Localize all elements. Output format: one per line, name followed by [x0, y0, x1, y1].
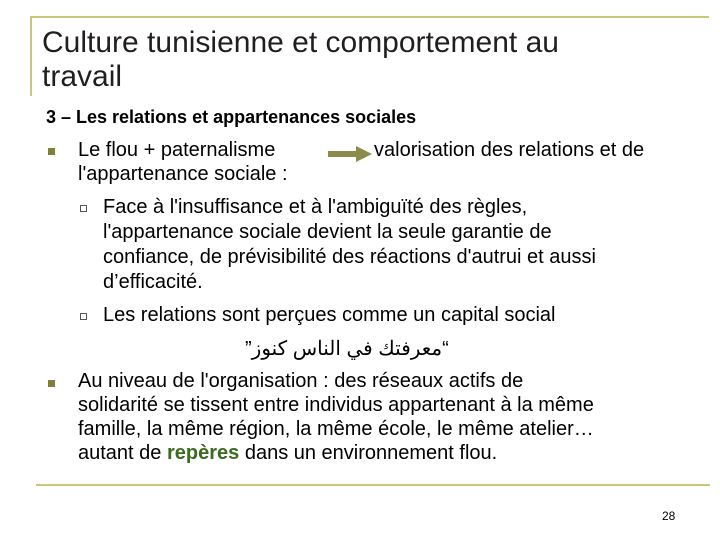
arabic-quote: “معرفتك في الناس كنوز”: [245, 338, 449, 360]
bullet1-part1: Le flou + paternalisme: [78, 139, 276, 161]
sub1-line2: l'appartenance sociale devient la seule garantie de: [103, 221, 552, 243]
right-arrow-icon: [328, 145, 372, 163]
square-bullet-icon: [48, 380, 55, 387]
sub1-line3: confiance, de prévisibilité des réactions d'autrui et aussi: [103, 246, 596, 268]
bullet2-line4-pre: autant de: [78, 442, 162, 464]
bullet1-line2: l'appartenance sociale :: [78, 163, 288, 185]
slide-title: [42, 26, 682, 94]
frame-top-line: [32, 16, 709, 18]
title-line-1: Culture tunisienne et comportement au: [42, 26, 559, 59]
bullet2-line2: solidarité se tissent entre individus appartenant à la même: [78, 394, 594, 416]
title-line-2: travail: [42, 60, 123, 93]
slide-subtitle: 3 – Les relations et appartenances sociales: [46, 107, 417, 127]
hollow-square-bullet-icon: [80, 313, 87, 320]
bullet2-line3: famille, la même région, la même école, le même atelier…: [78, 418, 594, 440]
bullet2-line4-post: dans un environnement flou.: [244, 442, 498, 464]
hollow-square-bullet-icon: [80, 205, 87, 212]
frame-left-line: [30, 16, 32, 96]
frame-bottom-line: [36, 484, 710, 486]
bullet1-part2: valorisation des relations et de: [374, 139, 645, 161]
sub1-line4: d’efficacité.: [103, 271, 203, 293]
bullet2-line1: Au niveau de l'organisation : des réseaux actifs de: [78, 370, 524, 392]
sub1-line1: Face à l'insuffisance et à l'ambiguïté des règles,: [103, 196, 528, 218]
square-bullet-icon: [48, 148, 55, 155]
highlight-reperes: repères: [166, 442, 240, 464]
bullet2-line4: [78, 441, 497, 465]
page-number: 28: [662, 509, 676, 523]
sub2-line1: Les relations sont perçues comme un capital social: [103, 304, 556, 326]
